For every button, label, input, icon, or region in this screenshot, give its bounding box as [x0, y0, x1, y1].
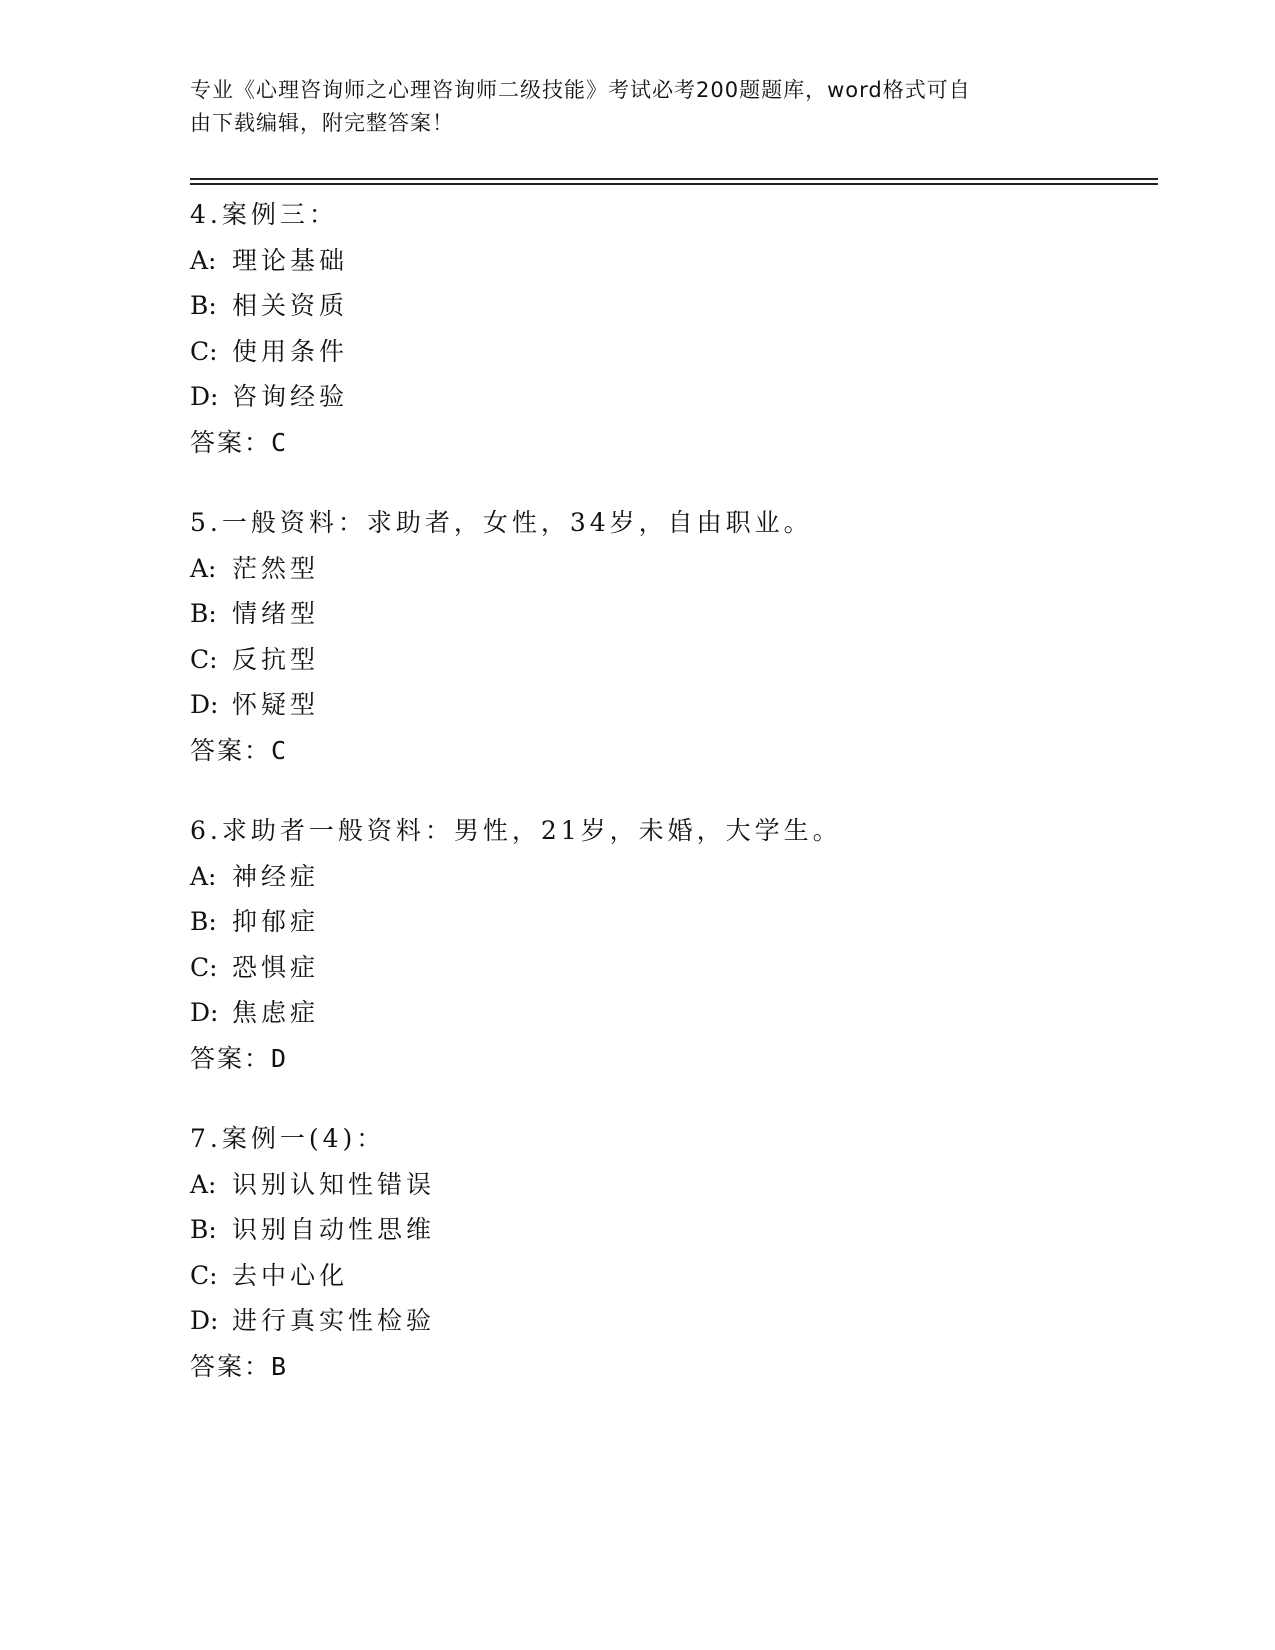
option-text: 反抗型: [232, 644, 320, 674]
option-letter: D:: [190, 998, 219, 1027]
header-line-1: 专业《心理咨询师之心理咨询师二级技能》考试必考200题题库，word格式可自: [190, 78, 971, 102]
option-text: 去中心化: [232, 1260, 349, 1290]
option-letter: D:: [190, 1306, 219, 1335]
question-list: [190, 192, 1150, 1424]
option-b: [190, 1207, 1150, 1253]
option-d: [190, 990, 1150, 1036]
question-stem: 6.求助者一般资料：男性，21岁，未婚，大学生。: [190, 816, 842, 845]
option-letter: B:: [190, 1215, 217, 1244]
option-d: [190, 682, 1150, 728]
header-line-2: 由下载编辑，附完整答案！: [190, 111, 454, 135]
option-text: 怀疑型: [232, 690, 320, 719]
question-stem: 7.案例一(4)：: [190, 1124, 386, 1153]
option-c: [190, 637, 1150, 683]
answer-value: C: [271, 735, 289, 765]
option-letter: A:: [190, 1169, 217, 1199]
answer-line: [190, 420, 1150, 466]
answer-label: 答案：: [190, 1043, 272, 1073]
option-letter: C:: [190, 952, 218, 982]
option-text: 相关资质: [232, 291, 349, 320]
question-item: [190, 1116, 1150, 1389]
option-c: [190, 945, 1150, 991]
answer-value: D: [271, 1043, 289, 1073]
option-text: 识别认知性错误: [232, 1169, 436, 1199]
option-a: [190, 1162, 1150, 1208]
option-text: 茫然型: [232, 553, 320, 583]
option-letter: C:: [190, 644, 218, 674]
question-item: [190, 192, 1150, 465]
option-b: [190, 283, 1150, 329]
option-letter: B:: [190, 291, 217, 320]
option-text: 情绪型: [232, 599, 320, 628]
option-b: [190, 591, 1150, 637]
option-text: 使用条件: [232, 336, 349, 366]
option-text: 恐惧症: [232, 952, 320, 982]
answer-value: C: [271, 427, 289, 457]
answer-label: 答案：: [190, 735, 272, 765]
option-letter: A:: [190, 553, 217, 583]
option-text: 识别自动性思维: [232, 1215, 436, 1244]
option-letter: C:: [190, 1260, 218, 1290]
option-a: [190, 546, 1150, 592]
option-text: 进行真实性检验: [232, 1306, 436, 1335]
option-c: [190, 329, 1150, 375]
answer-label: 答案：: [190, 427, 272, 457]
option-letter: D:: [190, 690, 219, 719]
option-letter: A:: [190, 861, 217, 891]
option-letter: B:: [190, 907, 217, 936]
option-a: [190, 854, 1150, 900]
option-text: 抑郁症: [232, 907, 320, 936]
option-text: 焦虑症: [232, 998, 320, 1027]
option-letter: A:: [190, 245, 217, 275]
answer-value: B: [271, 1351, 289, 1381]
option-letter: C:: [190, 336, 218, 366]
option-text: 咨询经验: [232, 382, 349, 411]
question-item: [190, 500, 1150, 773]
option-letter: B:: [190, 599, 217, 628]
option-d: [190, 374, 1150, 420]
question-stem: 5.一般资料：求助者，女性，34岁，自由职业。: [190, 508, 813, 537]
question-stem: 4.案例三：: [190, 200, 338, 229]
option-text: 理论基础: [232, 245, 349, 275]
answer-line: [190, 1344, 1150, 1390]
answer-label: 答案：: [190, 1351, 272, 1381]
header-rule-bottom: [190, 183, 1158, 185]
answer-line: [190, 1036, 1150, 1082]
document-header: [190, 74, 1070, 140]
option-text: 神经症: [232, 861, 320, 891]
option-d: [190, 1298, 1150, 1344]
question-item: [190, 808, 1150, 1081]
option-c: [190, 1253, 1150, 1299]
answer-line: [190, 728, 1150, 774]
option-a: [190, 238, 1150, 284]
header-rule-top: [190, 178, 1158, 180]
option-b: [190, 899, 1150, 945]
option-letter: D:: [190, 382, 219, 411]
